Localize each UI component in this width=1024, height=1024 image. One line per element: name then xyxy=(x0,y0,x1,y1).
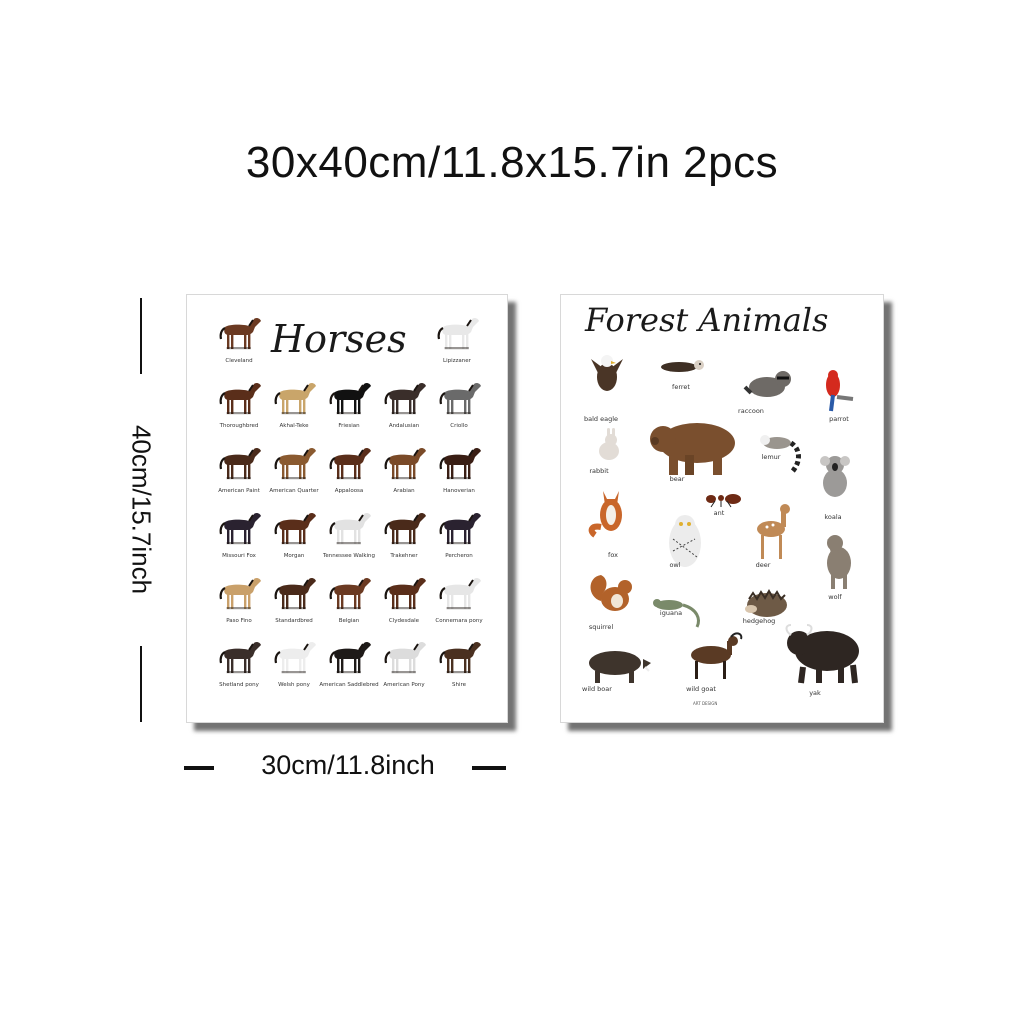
horse-7 xyxy=(264,443,324,505)
horse-top-left-label: Cleveland xyxy=(225,358,253,364)
horse-6 xyxy=(209,443,269,505)
horse-11 xyxy=(209,508,269,570)
horse-15 xyxy=(429,508,489,570)
horse-16-icon xyxy=(213,573,265,613)
horse-17-label: Standardbred xyxy=(275,618,313,624)
height-bar-bottom xyxy=(140,646,142,722)
horse-9-label: Arabian xyxy=(393,488,415,494)
horse-12-icon xyxy=(268,508,320,548)
horse-5-icon xyxy=(433,378,485,418)
animal-ferret-label: ferret xyxy=(672,383,690,391)
horse-10 xyxy=(429,443,489,505)
horse-1-label: Thoroughbred xyxy=(219,423,259,429)
animal-wolf-label: wolf xyxy=(828,593,842,601)
horse-7-icon xyxy=(268,443,320,483)
horse-9 xyxy=(374,443,434,505)
animal-bald-eagle-icon xyxy=(585,351,629,415)
horse-7-label: American Quarter xyxy=(269,488,319,494)
horse-1-icon xyxy=(213,378,265,418)
horse-12 xyxy=(264,508,324,570)
height-dimension xyxy=(124,298,158,722)
animal-koala-label: koala xyxy=(824,513,842,521)
horse-21-label: Shetland pony xyxy=(219,682,259,688)
horse-20-icon xyxy=(433,573,485,613)
horse-3 xyxy=(319,378,379,440)
animal-yak-label: yak xyxy=(809,689,821,697)
animal-ant-icon xyxy=(701,491,745,511)
horse-6-icon xyxy=(213,443,265,483)
animal-wild-goat-label: wild goat xyxy=(686,685,716,693)
animal-wild-boar-icon xyxy=(581,643,651,685)
animal-iguana-label: iguana xyxy=(659,609,683,617)
horse-18-label: Belgian xyxy=(338,618,360,624)
horse-3-label: Friesian xyxy=(338,423,360,429)
animal-wild-goat-icon xyxy=(683,631,747,683)
forest-poster-title: Forest Animals xyxy=(585,301,829,339)
animal-owl-label: owl xyxy=(669,561,681,569)
horse-14-icon xyxy=(378,508,430,548)
animal-raccoon-label: raccoon xyxy=(738,407,764,415)
horse-22 xyxy=(264,637,324,699)
horse-20 xyxy=(429,573,489,635)
horse-19 xyxy=(374,573,434,635)
horse-21 xyxy=(209,637,269,699)
horse-8-label: Appaloosa xyxy=(334,488,364,494)
horse-18 xyxy=(319,573,379,635)
animal-hedgehog-icon xyxy=(743,585,791,619)
horse-17 xyxy=(264,573,324,635)
animal-raccoon-icon xyxy=(739,363,799,409)
animal-bear-icon xyxy=(647,413,743,481)
horse-23-label: American Saddlebred xyxy=(319,682,379,688)
horse-13-icon xyxy=(323,508,375,548)
horse-11-icon xyxy=(213,508,265,548)
height-bar-top xyxy=(140,298,142,374)
horse-14 xyxy=(374,508,434,570)
animal-squirrel-icon xyxy=(585,571,641,621)
animal-lemur-label: lemur xyxy=(761,453,781,461)
horse-2-icon xyxy=(268,378,320,418)
poster-credit: ART DESIGN xyxy=(693,701,718,706)
horse-24-label: American Pony xyxy=(383,682,425,688)
animal-squirrel-label: squirrel xyxy=(588,623,614,631)
forest-poster xyxy=(560,294,884,723)
horse-4-label: Andalusian xyxy=(388,423,420,429)
horse-5-label: Criollo xyxy=(450,423,468,429)
horse-6-label: American Paint xyxy=(218,488,260,494)
animal-fox-icon xyxy=(587,485,635,549)
width-dimension xyxy=(184,748,510,788)
horse-1 xyxy=(209,378,269,440)
horse-24 xyxy=(374,637,434,699)
width-label: 30cm/11.8inch xyxy=(261,750,435,780)
horses-poster-title: Horses xyxy=(271,317,407,361)
horse-top-right xyxy=(427,313,487,375)
horse-top-right-icon xyxy=(431,313,483,353)
horse-8 xyxy=(319,443,379,505)
horse-23-icon xyxy=(323,637,375,677)
horse-4 xyxy=(374,378,434,440)
animal-koala-icon xyxy=(817,453,857,511)
horse-9-icon xyxy=(378,443,430,483)
horse-16-label: Paso Fino xyxy=(226,618,252,624)
horse-17-icon xyxy=(268,573,320,613)
horse-24-icon xyxy=(378,637,430,677)
horse-18-icon xyxy=(323,573,375,613)
animal-yak-icon xyxy=(783,621,865,687)
horse-25-label: Shire xyxy=(451,682,467,688)
horse-13 xyxy=(319,508,379,570)
horse-19-icon xyxy=(378,573,430,613)
horse-10-icon xyxy=(433,443,485,483)
horse-15-icon xyxy=(433,508,485,548)
animal-bear-label: bear xyxy=(669,475,685,483)
horse-5 xyxy=(429,378,489,440)
horse-10-label: Hanoverian xyxy=(443,488,475,494)
animal-hedgehog-label: hedgehog xyxy=(742,617,776,625)
height-label: 40cm/15.7inch xyxy=(126,424,157,595)
animal-bald-eagle-label: bald eagle xyxy=(583,415,619,423)
horse-13-label: Tennessee Walking xyxy=(322,553,376,559)
horse-19-label: Clydesdale xyxy=(388,618,420,624)
horse-11-label: Missouri Fox xyxy=(222,553,256,559)
horse-23 xyxy=(319,637,379,699)
horse-25 xyxy=(429,637,489,699)
animal-ferret-icon xyxy=(655,353,709,381)
horse-20-label: Connemara pony xyxy=(435,618,483,624)
horse-16 xyxy=(209,573,269,635)
horse-15-label: Percheron xyxy=(445,553,473,559)
horse-22-label: Welsh pony xyxy=(278,682,310,688)
horse-12-label: Morgan xyxy=(283,553,305,559)
horse-25-icon xyxy=(433,637,485,677)
width-bar-right xyxy=(472,766,506,770)
animal-fox-label: fox xyxy=(608,551,618,559)
animal-wild-boar-label: wild boar xyxy=(582,685,612,693)
animal-rabbit-label: rabbit xyxy=(589,467,609,475)
horse-8-icon xyxy=(323,443,375,483)
horses-poster xyxy=(186,294,508,723)
horse-2-label: Akhal-Teke xyxy=(279,423,309,429)
horse-top-right-label: Lipizzaner xyxy=(443,358,471,364)
horse-top-left-icon xyxy=(213,313,265,353)
animal-parrot-icon xyxy=(819,367,859,419)
horse-21-icon xyxy=(213,637,265,677)
horse-14-label: Trakehner xyxy=(390,553,418,559)
horse-top-left xyxy=(209,313,269,375)
animal-rabbit-icon xyxy=(595,427,625,467)
horse-2 xyxy=(264,378,324,440)
animal-wolf-icon xyxy=(817,529,857,591)
animal-parrot-label: parrot xyxy=(829,415,849,423)
width-bar-left xyxy=(184,766,214,770)
horse-22-icon xyxy=(268,637,320,677)
page-heading: 30x40cm/11.8x15.7in 2pcs xyxy=(245,138,779,187)
animal-ant-label: ant xyxy=(713,509,725,517)
horse-4-icon xyxy=(378,378,430,418)
animal-deer-label: deer xyxy=(755,561,771,569)
horse-3-icon xyxy=(323,378,375,418)
animal-deer-icon xyxy=(749,503,793,561)
